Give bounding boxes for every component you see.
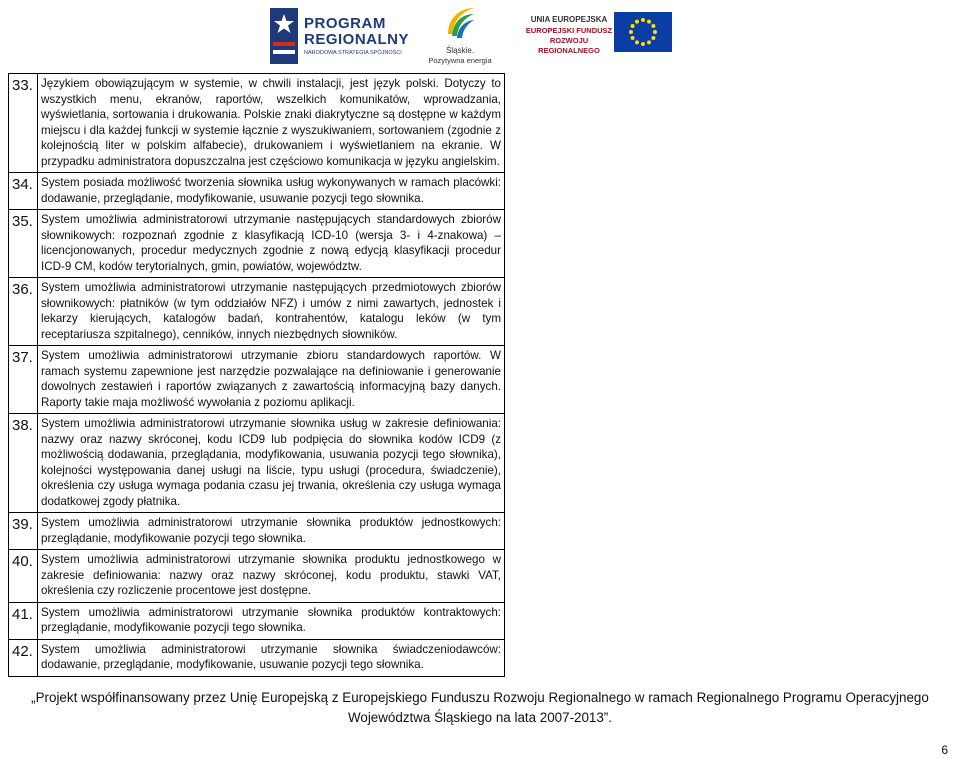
program-regionalny-logo bbox=[270, 6, 410, 64]
eu-logo bbox=[524, 12, 670, 58]
table-row bbox=[9, 513, 505, 550]
table-row bbox=[9, 173, 505, 210]
funding-footer bbox=[0, 688, 960, 728]
table-row bbox=[9, 346, 505, 414]
row-text: System umożliwia administratorowi utrzymanie następujących standardowych zbiorów słownikowych: rozpoznań zgodnie z klasyfikacją ICD-10 (wersja 3- i 4-znakowa) – licencjonowanych, procedur medycznych zgodnie z nową edycją klasyfikacji procedur ICD-9 CM, kodów terytorialnych, gmin, powiatów, województw. bbox=[38, 210, 505, 278]
table-row bbox=[9, 550, 505, 603]
table-row bbox=[9, 602, 505, 639]
program-regionalny-badge-icon bbox=[270, 8, 298, 64]
row-text: Językiem obowiązującym w systemie, w chwili instalacji, jest język polski. Dotyczy to wszystkich menu, ekranów, raportów, wszelkich komunikatów, wprowadzania, wyświetlania, sortowania i drukowania. Polskie znaki diakrytyczne są dostępne w każdym miejscu i dla każdej funkcji w systemie łącznie z wyszukiwaniem, sortowaniem (zgodnie z kolejnością liter w polskim alfabecie), drukowaniem i wyświetlaniem na ekranie. W przypadku administratora dopuszczalna jest częściowo komunikacja w języku angielskim. bbox=[38, 74, 505, 173]
row-text: System umożliwia administratorowi utrzymanie słownika usług w zakresie definiowania: nazwy oraz nazwy skróconej, kodu ICD9 lub podpięcia do słownika kodów ICD9 (z możliwością dodawania, przeglądania, modyfikowania, usuwania pozycji tego słownika), kolejności występowania danej usługi na liście, typu usługi (procedura, świadczenie), określenia czy usługa wymaga podania czasu jej trwania, określenia czy usługa wymaga dodatkowej zgody płatnika. bbox=[38, 414, 505, 513]
row-text: System umożliwia administratorowi utrzymanie słownika produktów jednostkowych: przeglądanie, modyfikowanie pozycji tego słownika. bbox=[38, 513, 505, 550]
row-text: System posiada możliwość tworzenia słownika usług wykonywanych w ramach placówki: dodawanie, przeglądanie, modyfikowanie, usuwanie pozycji tego słownika. bbox=[38, 173, 505, 210]
table-row bbox=[9, 210, 505, 278]
eu-logo-line1: UNIA EUROPEJSKA bbox=[530, 15, 608, 24]
table-row bbox=[9, 74, 505, 173]
footer-line2: Województwa Śląskiego na lata 2007-2013”. bbox=[347, 710, 612, 725]
table-row bbox=[9, 639, 505, 676]
row-text: System umożliwia administratorowi utrzymanie następujących przedmiotowych zbiorów słownikowych: płatników (w tym oddziałów NFZ) i umów z nimi zawartych, jednostek i lekarzy kierujących, katalogów badań, kontrahentów, katalogu leków (w tym receptariusza szpitalnego), cenników, innych niezbędnych słowników. bbox=[38, 278, 505, 346]
slaskie-logo-name: Śląskie. bbox=[445, 46, 474, 55]
slaskie-logo-tagline: Pozytywna energia bbox=[428, 56, 492, 65]
row-number: 34. bbox=[9, 173, 38, 210]
row-number: 42. bbox=[9, 639, 38, 676]
page-number: 6 bbox=[941, 743, 948, 757]
program-logo-line2: REGIONALNY bbox=[304, 31, 410, 48]
program-logo-line3: NARODOWA STRATEGIA SPÓJNOŚCI bbox=[304, 50, 402, 56]
program-logo-line1: PROGRAM bbox=[304, 15, 386, 32]
eu-logo-line2: EUROPEJSKI FUNDUSZ bbox=[525, 26, 613, 35]
table-row bbox=[9, 414, 505, 513]
row-number: 38. bbox=[9, 414, 38, 513]
row-text: System umożliwia administratorowi utrzymanie słownika produktu jednostkowego w zakresie definiowania: nazwy oraz nazwy skróconej, kodu produktu, stawki VAT, określenia czy rozliczenie procentowe jest dostępne. bbox=[38, 550, 505, 603]
row-text: System umożliwia administratorowi utrzymanie słownika produktów kontraktowych: przeglądanie, modyfikowanie pozycji tego słownika. bbox=[38, 602, 505, 639]
eu-logo-line3: ROZWOJU REGIONALNEGO bbox=[538, 36, 600, 55]
row-text: System umożliwia administratorowi utrzymanie zbioru standardowych raportów. W ramach systemu zapewnione jest narzędzie pozwalające na definiowanie i generowanie dowolnych zestawień i raportów związanych z zawartością informacyjną bazy danych. Raporty takie maja możliwość wywołania z poziomu aplikacji. bbox=[38, 346, 505, 414]
row-number: 36. bbox=[9, 278, 38, 346]
row-number: 33. bbox=[9, 74, 38, 173]
row-number: 37. bbox=[9, 346, 38, 414]
requirements-table bbox=[8, 73, 505, 677]
slaskie-logo bbox=[420, 2, 500, 68]
row-number: 35. bbox=[9, 210, 38, 278]
footer-line1: „Projekt współfinansowany przez Unię Europejską z Europejskiego Funduszu Rozwoju Regionalnego w ramach Regionalnego Programu Operacyjnego bbox=[31, 690, 929, 705]
eu-flag-icon bbox=[614, 12, 672, 52]
row-text: System umożliwia administratorowi utrzymanie słownika świadczeniodawców: dodawanie, przeglądanie, modyfikowanie, usuwanie pozycji tego słownika. bbox=[38, 639, 505, 676]
row-number: 40. bbox=[9, 550, 38, 603]
slaskie-swoosh-icon bbox=[442, 4, 478, 44]
row-number: 39. bbox=[9, 513, 38, 550]
row-number: 41. bbox=[9, 602, 38, 639]
table-row bbox=[9, 278, 505, 346]
